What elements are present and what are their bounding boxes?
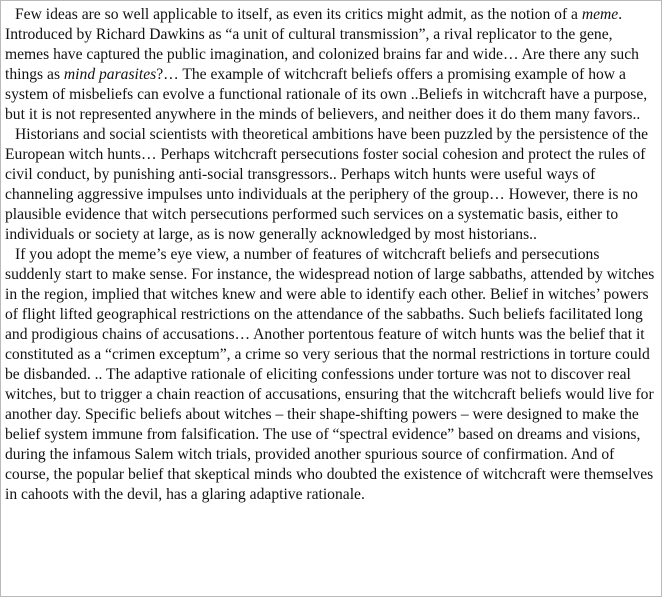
italic-term-mind-parasites: mind parasites [63, 66, 157, 83]
italic-term-meme: meme [581, 6, 619, 23]
text-span: ?… The example of witchcraft beliefs offers a promising example of how a system of misbeliefs can evolve a functional rationale of its own ..Beliefs in witchcraft have a purpose, but it is not represented anywhere in the minds of believers, and neither does it do them many favors.. [5, 66, 648, 123]
text-span: . Introduced by Richard Dawkins as “a unit of cultural transmission”, a rival replicator to the gene, memes have captured the public imagination, and colonized brains far and wide… Are there any such things as [5, 6, 639, 83]
paragraph-3 [5, 245, 655, 505]
text-span: Historians and social scientists with theoretical ambitions have been puzzled by the persistence of the European witch hunts… Perhaps witchcraft persecutions foster social cohesion and protect the rules of civil conduct, by punishing anti-social transgressors.. Perhaps witch hunts were useful ways of channeling aggressive impulses unto individuals at the periphery of the group… However, there is no plausible evidence that witch persecutions performed such services on a systematic basis, either to individuals or society at large, as is now generally acknowledged by most historians.. [5, 126, 649, 243]
paragraph-1 [5, 5, 655, 125]
text-span: Few ideas are so well applicable to itself, as even its critics might admit, as the notion of a [15, 6, 582, 23]
paragraph-2 [5, 125, 655, 245]
text-span: If you adopt the meme’s eye view, a number of features of witchcraft beliefs and persecutions suddenly start to make sense. For instance, the widespread notion of large sabbaths, attended by witches in the region, implied that witches knew and were able to identify each other. Belief in witches’ powers of flight lifted geographical restrictions on the attendance of the sabbaths. Such beliefs facilitated long and prodigious chains of accusations… Another portentous feature of witch hunts was the belief that it constituted as a “crimen exceptum”, a crime so very serious that the normal restrictions in torture could be disbanded. .. The adaptive rationale of eliciting confessions under torture was not to discover real witches, but to trigger a chain reaction of accusations, ensuring that the witchcraft beliefs would live for another day. Specific beliefs about witches – their shape-shifting powers – were designed to make the belief system immune from falsification. The use of “spectral evidence” based on dreams and visions, during the infamous Salem witch trials, provided another spurious source of confirmation. And of course, the popular belief that skeptical minds who doubted the existence of witchcraft were themselves in cahoots with the devil, has a glaring adaptive rationale. [5, 246, 655, 503]
